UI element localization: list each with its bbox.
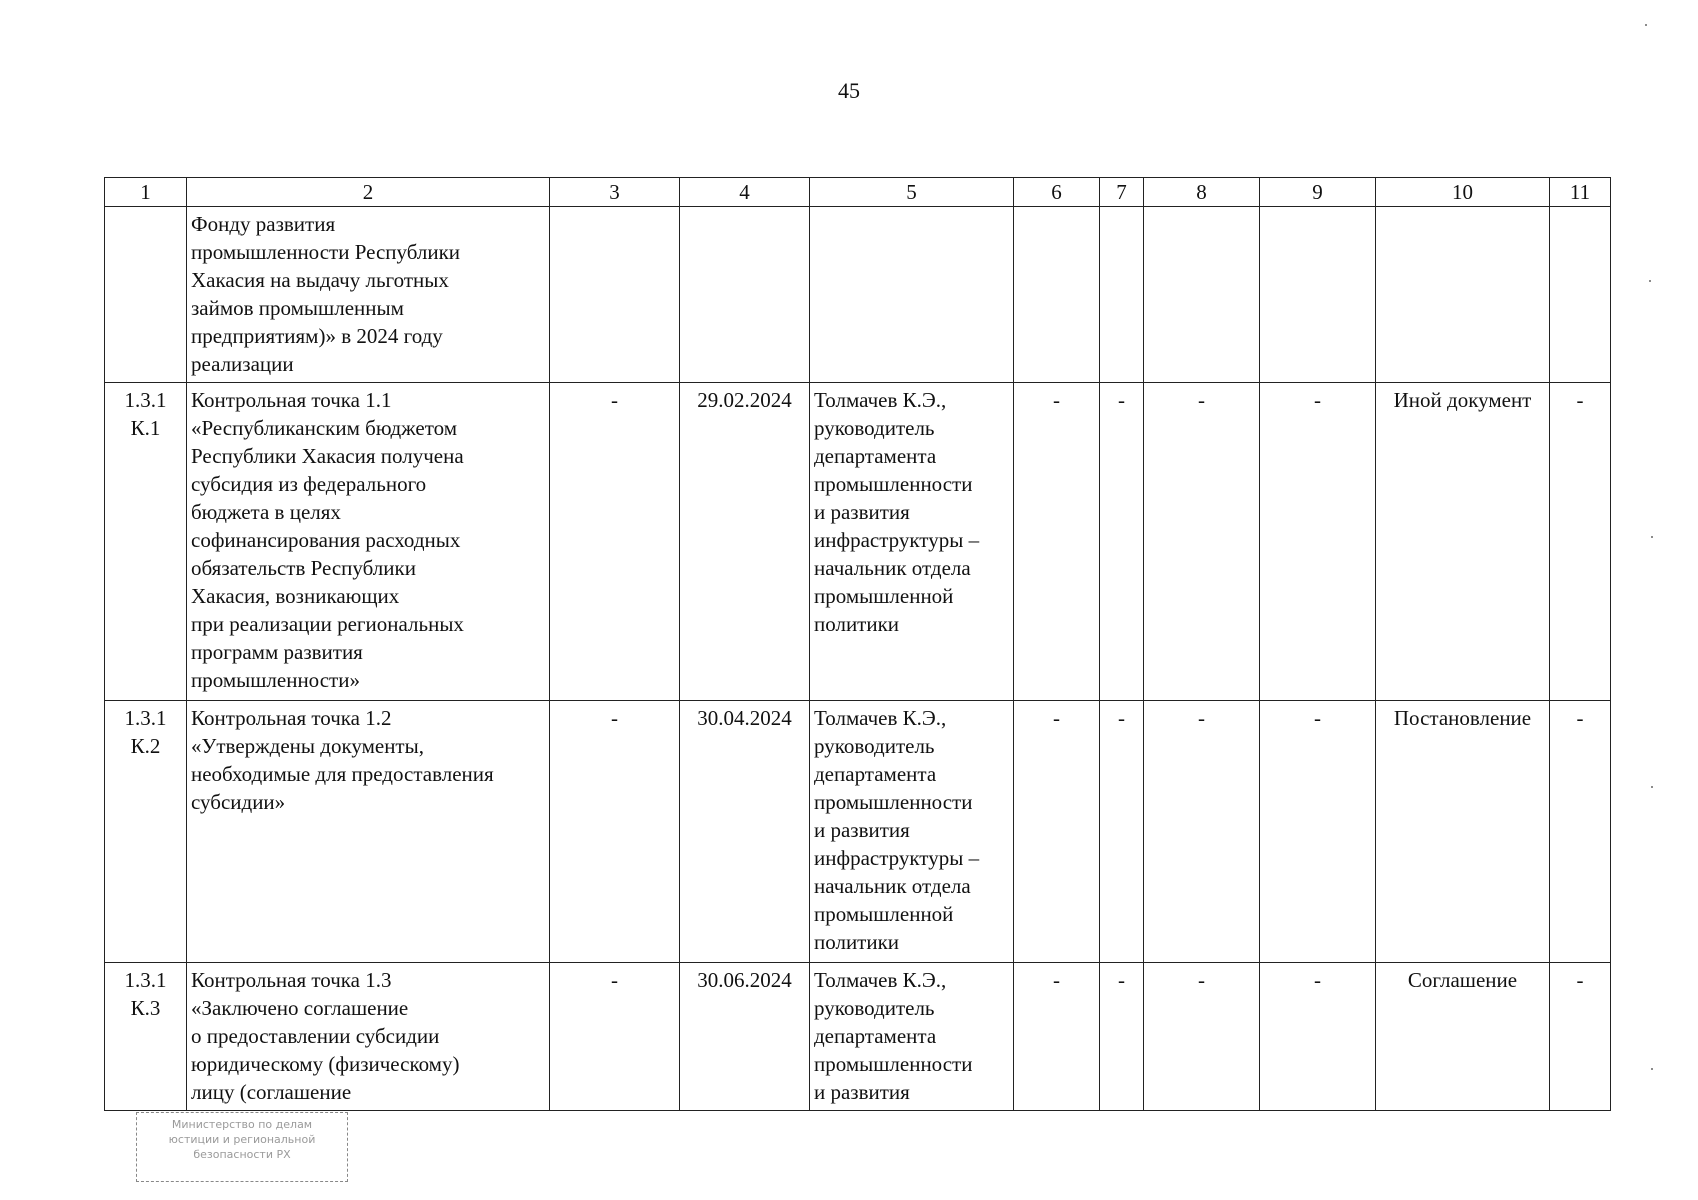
- document-type-cell: Иной документ: [1376, 383, 1550, 701]
- row-number-cell: 1.3.1 К.3: [105, 963, 187, 1111]
- header-cell: 9: [1260, 178, 1376, 207]
- table-cell: -: [1260, 383, 1376, 701]
- document-type-cell: Соглашение: [1376, 963, 1550, 1111]
- table-cell: -: [1144, 963, 1260, 1111]
- table-cell: -: [1260, 701, 1376, 963]
- table-cell: [550, 207, 680, 383]
- table-header-row: [105, 178, 1611, 207]
- header-cell: 5: [810, 178, 1014, 207]
- scan-speck: [1651, 1068, 1653, 1070]
- table-cell: -: [550, 701, 680, 963]
- date-cell: 29.02.2024: [680, 383, 810, 701]
- scan-speck: [1651, 786, 1653, 788]
- table-cell: -: [550, 383, 680, 701]
- table-cell: [1144, 207, 1260, 383]
- table-cell: -: [1100, 963, 1144, 1111]
- table-cell: [1100, 207, 1144, 383]
- table-cell: -: [1144, 383, 1260, 701]
- table-row: [105, 383, 1611, 701]
- table-cell: -: [1550, 701, 1611, 963]
- description-cell: Контрольная точка 1.2 «Утверждены документы, необходимые для предоставления субсидии»: [187, 701, 550, 963]
- responsible-cell: [810, 207, 1014, 383]
- description-cell: Фонду развития промышленности Республики Хакасия на выдачу льготных займов промышленным предприятиям)» в 2024 году реализации: [187, 207, 550, 383]
- document-type-cell: Постановление: [1376, 701, 1550, 963]
- row-number-cell: [105, 207, 187, 383]
- table-cell: -: [1014, 701, 1100, 963]
- table-row: [105, 963, 1611, 1111]
- stamp-line: безопасности РХ: [193, 1148, 291, 1161]
- scan-speck: [1649, 280, 1651, 282]
- scan-speck: [1651, 536, 1653, 538]
- header-cell: 11: [1550, 178, 1611, 207]
- header-cell: 8: [1144, 178, 1260, 207]
- registration-stamp: [136, 1112, 348, 1182]
- table-cell: -: [1550, 383, 1611, 701]
- scan-speck: [1645, 24, 1647, 26]
- responsible-cell: Толмачев К.Э., руководитель департамента промышленности и развития: [810, 963, 1014, 1111]
- table-cell: -: [1260, 963, 1376, 1111]
- page-number: 45: [838, 78, 860, 103]
- control-points-table: [104, 177, 1611, 1111]
- row-number-cell: 1.3.1 К.1: [105, 383, 187, 701]
- stamp-line: юстиции и региональной: [168, 1133, 316, 1146]
- table-cell: -: [1144, 701, 1260, 963]
- description-cell: Контрольная точка 1.3 «Заключено соглашение о предоставлении субсидии юридическому (физическому) лицу (соглашение: [187, 963, 550, 1111]
- table-cell: [1014, 207, 1100, 383]
- responsible-cell: Толмачев К.Э., руководитель департамента промышленности и развития инфраструктуры – начальник отдела промышленной политики: [810, 383, 1014, 701]
- date-cell: 30.04.2024: [680, 701, 810, 963]
- responsible-cell: Толмачев К.Э., руководитель департамента промышленности и развития инфраструктуры – начальник отдела промышленной политики: [810, 701, 1014, 963]
- header-cell: 2: [187, 178, 550, 207]
- table-cell: -: [1550, 963, 1611, 1111]
- date-cell: [680, 207, 810, 383]
- table-cell: -: [1100, 701, 1144, 963]
- header-cell: 3: [550, 178, 680, 207]
- description-cell: Контрольная точка 1.1 «Республиканским бюджетом Республики Хакасия получена субсидия из федерального бюджета в целях софинансирования расходных обязательств Республики Хакасия, возникающих при реализации региональных программ развития промышленности»: [187, 383, 550, 701]
- stamp-line: Министерство по делам: [171, 1118, 313, 1131]
- header-cell: 7: [1100, 178, 1144, 207]
- row-number-cell: 1.3.1 К.2: [105, 701, 187, 963]
- header-cell: 6: [1014, 178, 1100, 207]
- header-cell: 4: [680, 178, 810, 207]
- header-cell: 10: [1376, 178, 1550, 207]
- table-cell: [1260, 207, 1376, 383]
- table-cell: [1550, 207, 1611, 383]
- table-row: [105, 207, 1611, 383]
- document-type-cell: [1376, 207, 1550, 383]
- table-cell: -: [550, 963, 680, 1111]
- table-row: [105, 701, 1611, 963]
- table-cell: -: [1100, 383, 1144, 701]
- table-cell: -: [1014, 963, 1100, 1111]
- table-cell: -: [1014, 383, 1100, 701]
- header-cell: 1: [105, 178, 187, 207]
- date-cell: 30.06.2024: [680, 963, 810, 1111]
